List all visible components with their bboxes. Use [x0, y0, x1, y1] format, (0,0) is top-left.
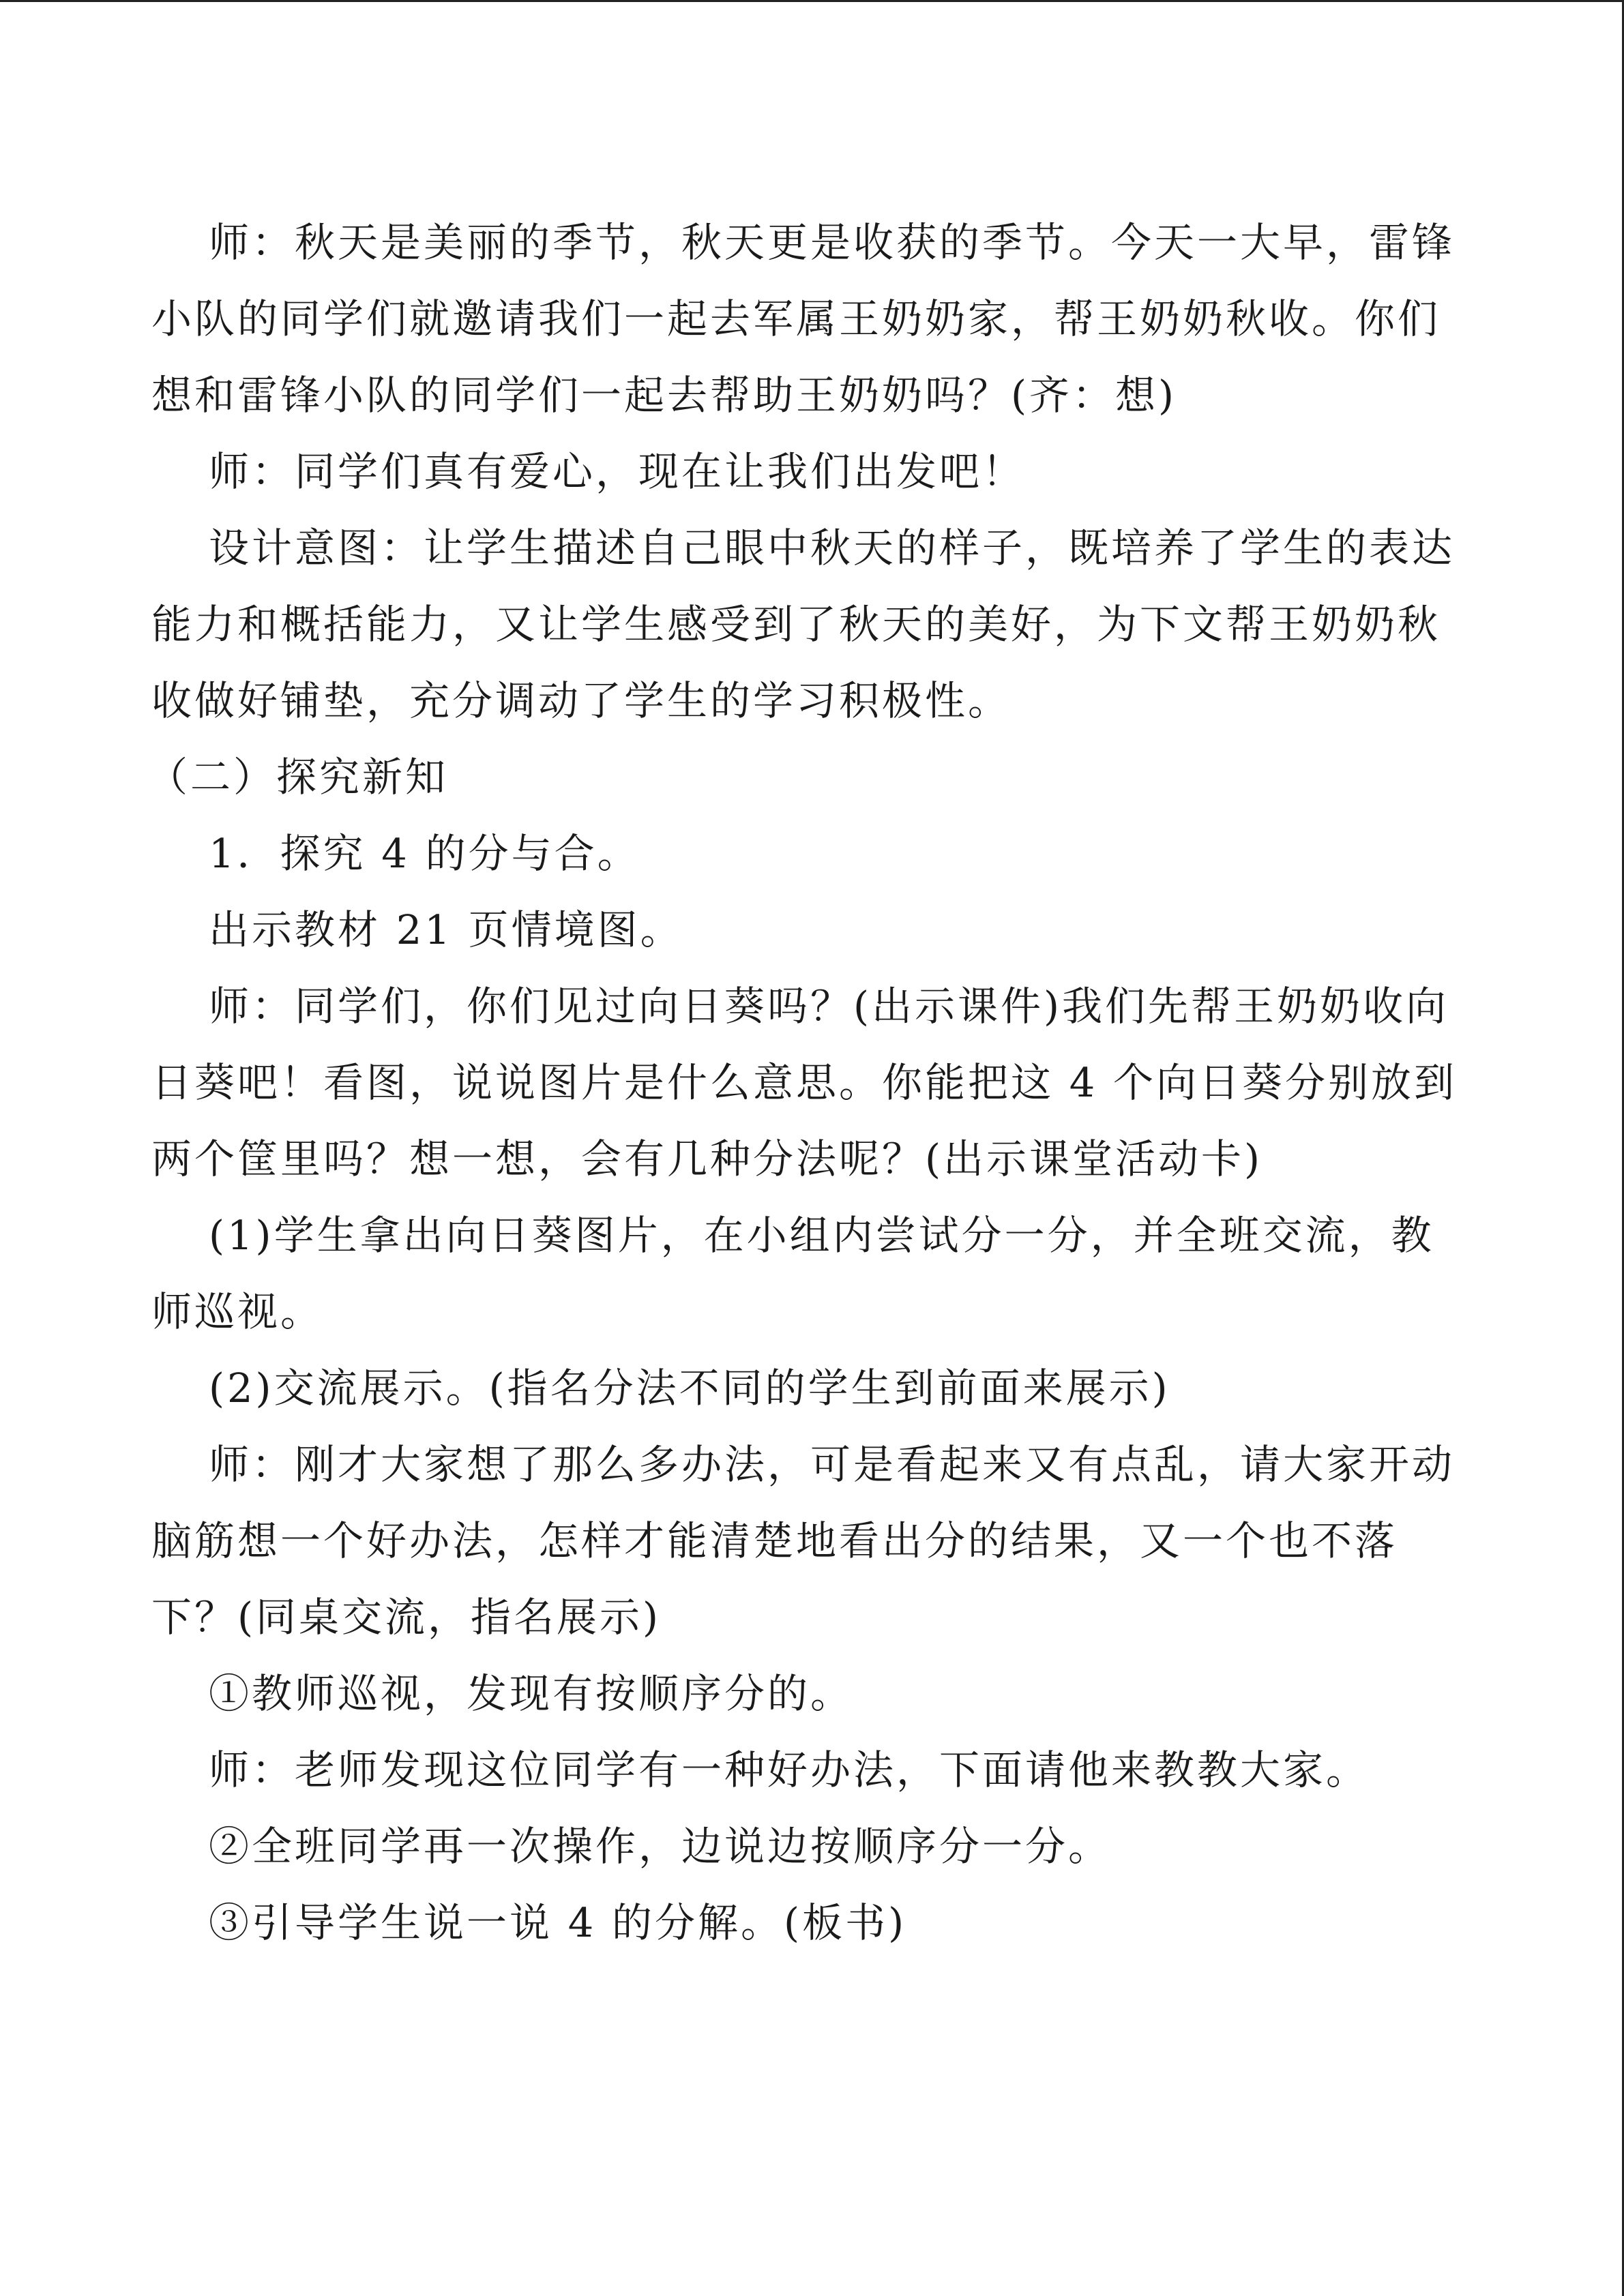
- paragraph-line: 师：秋天是美丽的季节，秋天更是收获的季节。今天一大早，雷锋: [209, 219, 1456, 266]
- paragraph-line: 下？(同桌交流，指名展示): [151, 1594, 662, 1641]
- page-border-top: [0, 0, 1624, 2]
- paragraph-line: 日葵吧！看图，说说图片是什么意思。你能把这 4 个向日葵分别放到: [151, 1059, 1458, 1106]
- paragraph-line: 脑筋想一个好办法，怎样才能清楚地看出分的结果，又一个也不落: [151, 1517, 1398, 1564]
- paragraph-line: (1)学生拿出向日葵图片，在小组内尝试分一分，并全班交流，教: [209, 1212, 1434, 1259]
- paragraph-line: 师：同学们真有爱心，现在让我们出发吧！: [209, 448, 1026, 495]
- paragraph-line: 想和雷锋小队的同学们一起去帮助王奶奶吗？(齐：想): [151, 372, 1177, 419]
- paragraph-line: ②全班同学再一次操作，边说边按顺序分一分。: [209, 1823, 1112, 1870]
- paragraph-line: 小队的同学们就邀请我们一起去军属王奶奶家，帮王奶奶秋收。你们: [151, 295, 1441, 342]
- design-intent-line: 设计意图：让学生描述自己眼中秋天的样子，既培养了学生的表达: [209, 524, 1456, 571]
- paragraph-line: ①教师巡视，发现有按顺序分的。: [209, 1670, 854, 1717]
- paragraph-line: 师：刚才大家想了那么多办法，可是看起来又有点乱，请大家开动: [209, 1441, 1456, 1488]
- paragraph-line: 师：同学们，你们见过向日葵吗？(出示课件)我们先帮王奶奶收向: [209, 983, 1449, 1030]
- paragraph-line: (2)交流展示。(指名分法不同的学生到前面来展示): [209, 1365, 1170, 1412]
- paragraph-line: 出示教材 21 页情境图。: [209, 906, 683, 953]
- paragraph-line: 两个筐里吗？想一想，会有几种分法呢？(出示课堂活动卡): [151, 1135, 1263, 1182]
- section-heading: （二）探究新知: [147, 754, 449, 801]
- paragraph-line: 师巡视。: [151, 1288, 324, 1335]
- design-intent-line: 能力和概括能力，又让学生感受到了秋天的美好，为下文帮王奶奶秋: [151, 601, 1441, 648]
- paragraph-line: ③引导学生说一说 4 的分解。(板书): [209, 1899, 907, 1946]
- paragraph-line: 师：老师发现这位同学有一种好办法，下面请他来教教大家。: [209, 1746, 1370, 1793]
- document-body: [147, 205, 1475, 1961]
- design-intent-line: 收做好铺垫，充分调动了学生的学习积极性。: [151, 677, 1012, 724]
- subsection-heading: 1．探究 4 的分与合。: [209, 830, 640, 877]
